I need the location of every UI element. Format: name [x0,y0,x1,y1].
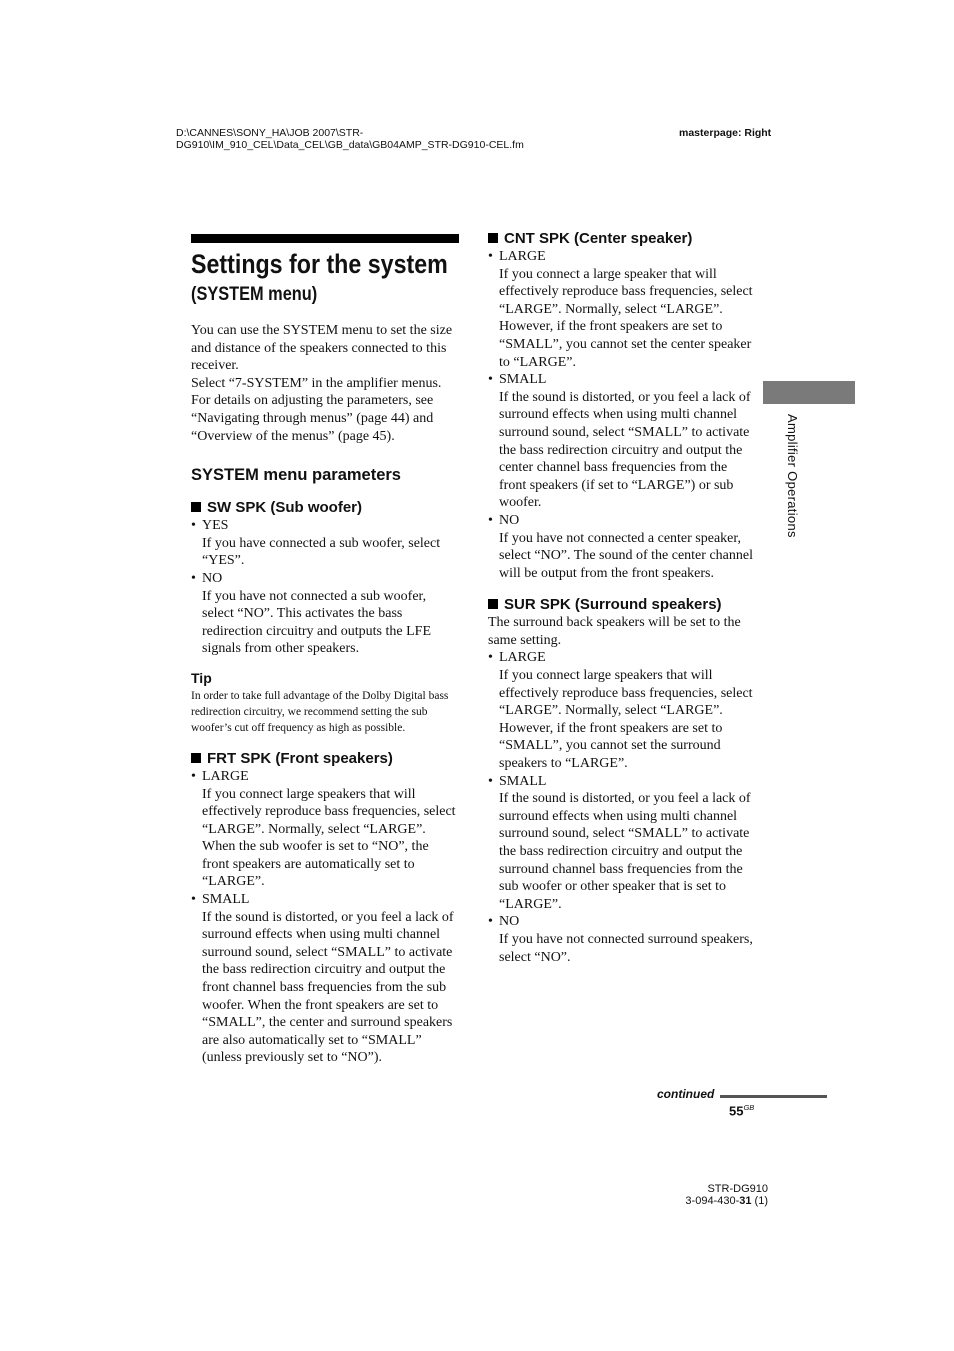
option-item [488,248,754,371]
left-column [191,230,459,1067]
option-description: If the sound is distorted, or you feel a lack of surround effects when using multi channel surround sound, select “SMALL” to activate the bass redirection circuitry and output the front channel bass frequencies from the sub woofer. When the front speakers are set to “SMALL”, the center and surround speakers are also automatically set to “SMALL” (unless previously set to “NO”). [202,909,454,1066]
bullet-icon: • [488,249,493,264]
option-label: SMALL [499,773,547,789]
frt-spk-heading: FRT SPK (Front speakers) [191,750,459,768]
square-bullet-icon [488,599,498,609]
option-item [488,512,754,582]
option-label: NO [499,512,520,528]
option-label: NO [202,570,223,586]
page-number: $55^{GB}$ [729,1103,755,1119]
title-rule [191,234,459,243]
bullet-icon: • [488,773,493,789]
tip-heading: Tip [191,669,212,686]
bullet-icon: • [488,372,493,388]
option-label: LARGE [202,768,249,784]
square-bullet-icon [191,753,201,763]
option-item [488,773,754,914]
sw-spk-heading: SW SPK (Sub woofer) [191,499,459,517]
bullet-icon: • [191,518,196,534]
page-title: Settings for the system [191,249,448,279]
cnt-spk-options [488,248,754,582]
option-item [191,570,459,658]
page-subtitle: (SYSTEM menu) [191,284,318,305]
option-item [488,371,754,512]
tip-text: In order to take full advantage of the Dolby Digital bass redirection circuitry, we recommend setting the sub woofer’s cut off frequency as high as possible. [191,689,449,734]
option-item [191,891,459,1067]
option-item [191,768,459,891]
right-column [488,230,754,966]
sur-spk-heading: SUR SPK (Surround speakers) [488,596,754,614]
header-path-line-1: D:\CANNES\SONY_HA\JOB 2007\STR- [176,127,364,139]
option-description: If you connect a large speaker that will effectively reproduce bass frequencies, select “LARGE”. Normally, select “LARGE”. However, if the front speakers are set to “SMALL”, you cannot set the center speaker to “LARGE”. [499,266,753,370]
continued-rule [720,1095,827,1098]
section-side-label: Amplifier Operations [785,414,800,538]
option-label: LARGE [499,249,546,264]
option-label: SMALL [202,892,250,908]
footer-model: STR-DG910 [707,1183,768,1195]
section-heading: SYSTEM menu parameters [191,466,401,485]
bullet-icon: • [191,892,196,908]
sur-spk-options [488,649,754,966]
intro-paragraph: You can use the SYSTEM menu to set the size and distance of the speakers connected to this receiver. [191,323,453,374]
option-label: NO [499,914,520,930]
bullet-icon: • [488,512,493,528]
square-bullet-icon [488,233,498,243]
option-description: If the sound is distorted, or you feel a lack of surround effects when using multi channel surround sound, select “SMALL” to activate the bass redirection circuitry and output the surround channel bass frequencies from the sub woofer or other speaker that is set to “LARGE”. [499,791,751,912]
square-bullet-icon [191,502,201,512]
option-item [191,517,459,570]
intro-text [191,322,459,445]
option-description: If you connect large speakers that will effectively reproduce bass frequencies, select “LARGE”. Normally, select “LARGE”. However, if the front speakers are set to “SMALL”, you cannot set the surround speakers to “LARGE”. [499,668,753,772]
option-description: If you have not connected a sub woofer, select “NO”. This activates the bass redirection circuitry and outputs the LFE signals from other speakers. [202,588,431,657]
option-description: If you have not connected surround speakers, select “NO”. [499,931,753,965]
option-label: YES [202,518,229,534]
bullet-icon: • [488,650,493,666]
cnt-spk-heading: CNT SPK (Center speaker) [488,230,754,248]
header-file-path [176,127,576,151]
continued-label: continued [657,1087,715,1101]
option-description: If you have connected a sub woofer, select “YES”. [202,535,441,569]
footer-code: 3-094-430-31 (1) [685,1195,768,1207]
sw-spk-options [191,517,459,658]
frt-spk-options [191,768,459,1067]
option-description: If you connect large speakers that will effectively reproduce bass frequencies, select “LARGE”. Normally, select “LARGE”. When the sub woofer is set to “NO”, the front speakers are automatically set to “LARGE”. [202,786,456,890]
option-description: If the sound is distorted, or you feel a lack of surround effects when using multi channel surround sound, select “SMALL” to activate the bass redirection circuitry and output the center channel bass frequencies from the front speakers (if set to “LARGE”) or sub woofer. [499,389,751,511]
section-tab [763,381,855,404]
header-masterpage: masterpage: Right [679,127,772,139]
option-item [488,913,754,966]
option-label: LARGE [499,650,546,666]
bullet-icon: • [191,570,196,586]
option-description: If you have not connected a center speaker, select “NO”. The sound of the center channel will be output from the front speakers. [499,530,753,581]
bullet-icon: • [488,914,493,930]
intro-paragraph: Select “7-SYSTEM” in the amplifier menus. For details on adjusting the parameters, see “Navigating through menus” (page 44) and “Overview of the menus” (page 45). [191,375,442,444]
sur-spk-intro: The surround back speakers will be set to the same setting. [488,615,741,648]
bullet-icon: • [191,768,196,784]
header-path-line-2: DG910\IM_910_CEL\Data_CEL\GB_data\GB04AMP_STR-DG910-CEL.fm [176,139,524,151]
page-suffix: GB [743,1103,755,1112]
option-label: SMALL [499,372,547,388]
option-item [488,649,754,772]
